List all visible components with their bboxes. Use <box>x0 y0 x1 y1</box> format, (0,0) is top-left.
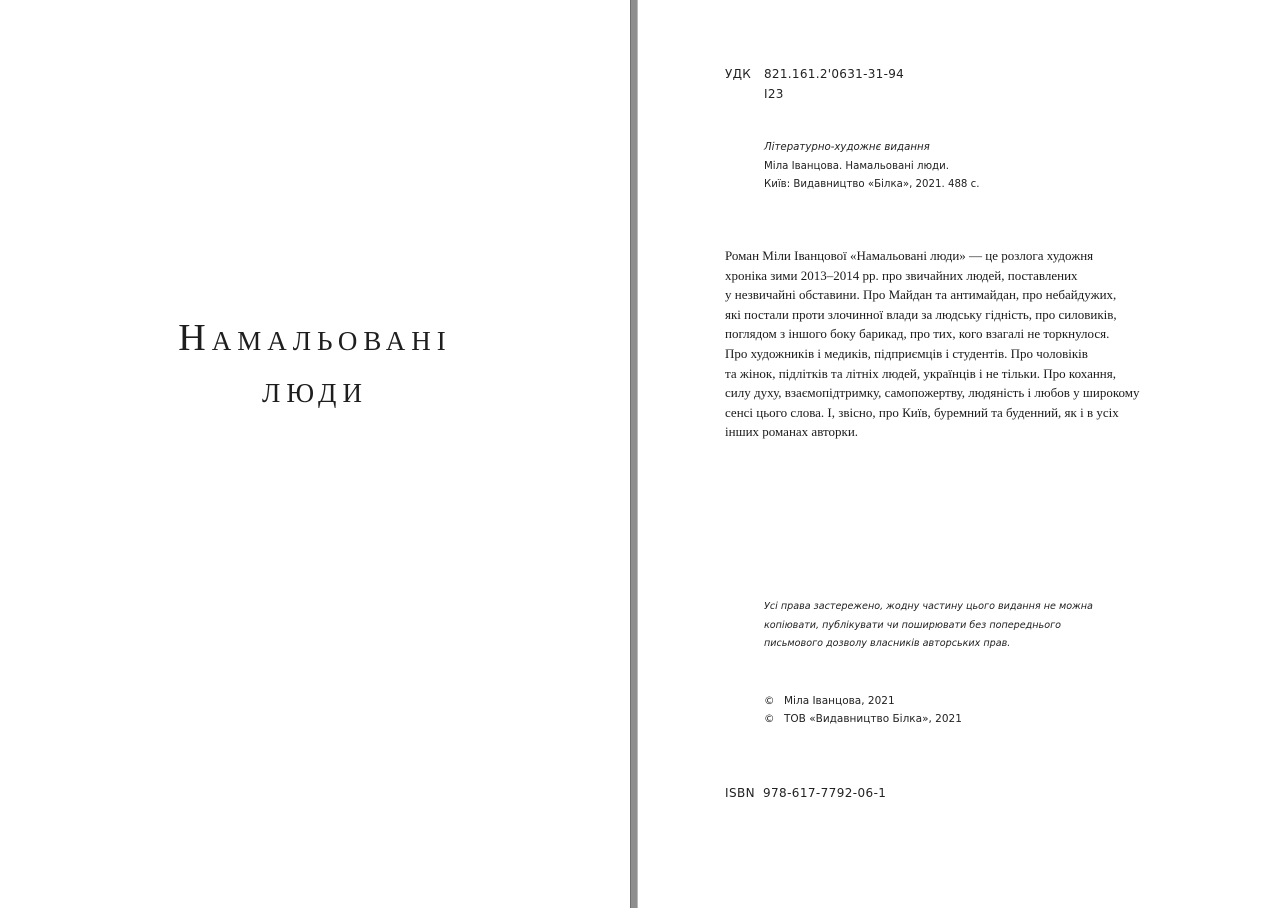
copyright-line <box>764 692 962 710</box>
rights-line: копіювати, публікувати чи поширювати без попереднього <box>764 619 1061 631</box>
annotation-line: силу духу, взаємопідтримку, самопожертву, людяність і любов у широкому <box>725 385 1140 401</box>
imprint-block <box>764 139 979 195</box>
annotation-line: інших романах авторки. <box>725 424 859 440</box>
annotation-line: та жінок, підлітків та літніх людей, українців і не тільки. Про кохання, <box>725 365 1116 381</box>
udk-code: 821.161.2'0631-31-94 <box>764 67 905 81</box>
annotation <box>725 246 1195 442</box>
isbn-code: 978-617-7792-06-1 <box>762 786 887 800</box>
copyright-line <box>764 710 962 728</box>
publisher-line: Київ: Видавництво «Білка», 2021. 488 с. <box>764 179 980 190</box>
annotation-line: Роман Міли Іванцової «Намальовані люди» — це розлога художня <box>725 248 1094 263</box>
copyright-text: ТОВ «Видавництво Білка», 2021 <box>784 713 962 725</box>
right-page <box>638 0 1267 908</box>
rights-line: письмового дозволу власників авторських прав. <box>764 638 1011 649</box>
copyright-block <box>764 692 962 728</box>
copyright-text: Міла Іванцова, 2021 <box>784 695 895 707</box>
isbn-label: ISBN <box>725 786 755 800</box>
annotation-line: у незвичайні обставини. Про Майдан та антимайдан, про небайдужих, <box>725 287 1117 303</box>
author-mark: І23 <box>764 87 784 101</box>
left-page <box>0 0 630 908</box>
annotation-line: поглядом з іншого боку барикад, про тих, кого взагалі не торкнулося. <box>725 326 1110 342</box>
annotation-line: сенсі цього слова. І, звісно, про Київ, буремний та буденний, як і в усіх <box>725 404 1119 420</box>
rights-line: Усі права застережено, жодну частину цього видання не можна <box>764 601 1093 612</box>
page-gutter <box>630 0 638 908</box>
annotation-line: Про художників і медиків, підприємців і студентів. Про чоловіків <box>725 345 1088 361</box>
annotation-line: які постали проти злочинної влади за людську гідність, про силовиків, <box>725 306 1117 322</box>
isbn-block <box>725 783 886 803</box>
book-title-line-1: Намальовані <box>178 317 452 359</box>
author-title-line: Міла Іванцова. Намальовані люди. <box>764 160 949 172</box>
rights-notice <box>764 598 1104 654</box>
copyright-icon: © <box>764 713 775 725</box>
book-title-line-2: люди <box>262 369 368 411</box>
book-title <box>0 312 630 416</box>
annotation-line: хроніка зими 2013–2014 рр. про звичайних людей, поставлених <box>725 267 1078 283</box>
copyright-icon: © <box>764 695 775 707</box>
edition-type: Літературно-художнє видання <box>764 142 930 153</box>
udk-label: УДК <box>725 67 752 81</box>
